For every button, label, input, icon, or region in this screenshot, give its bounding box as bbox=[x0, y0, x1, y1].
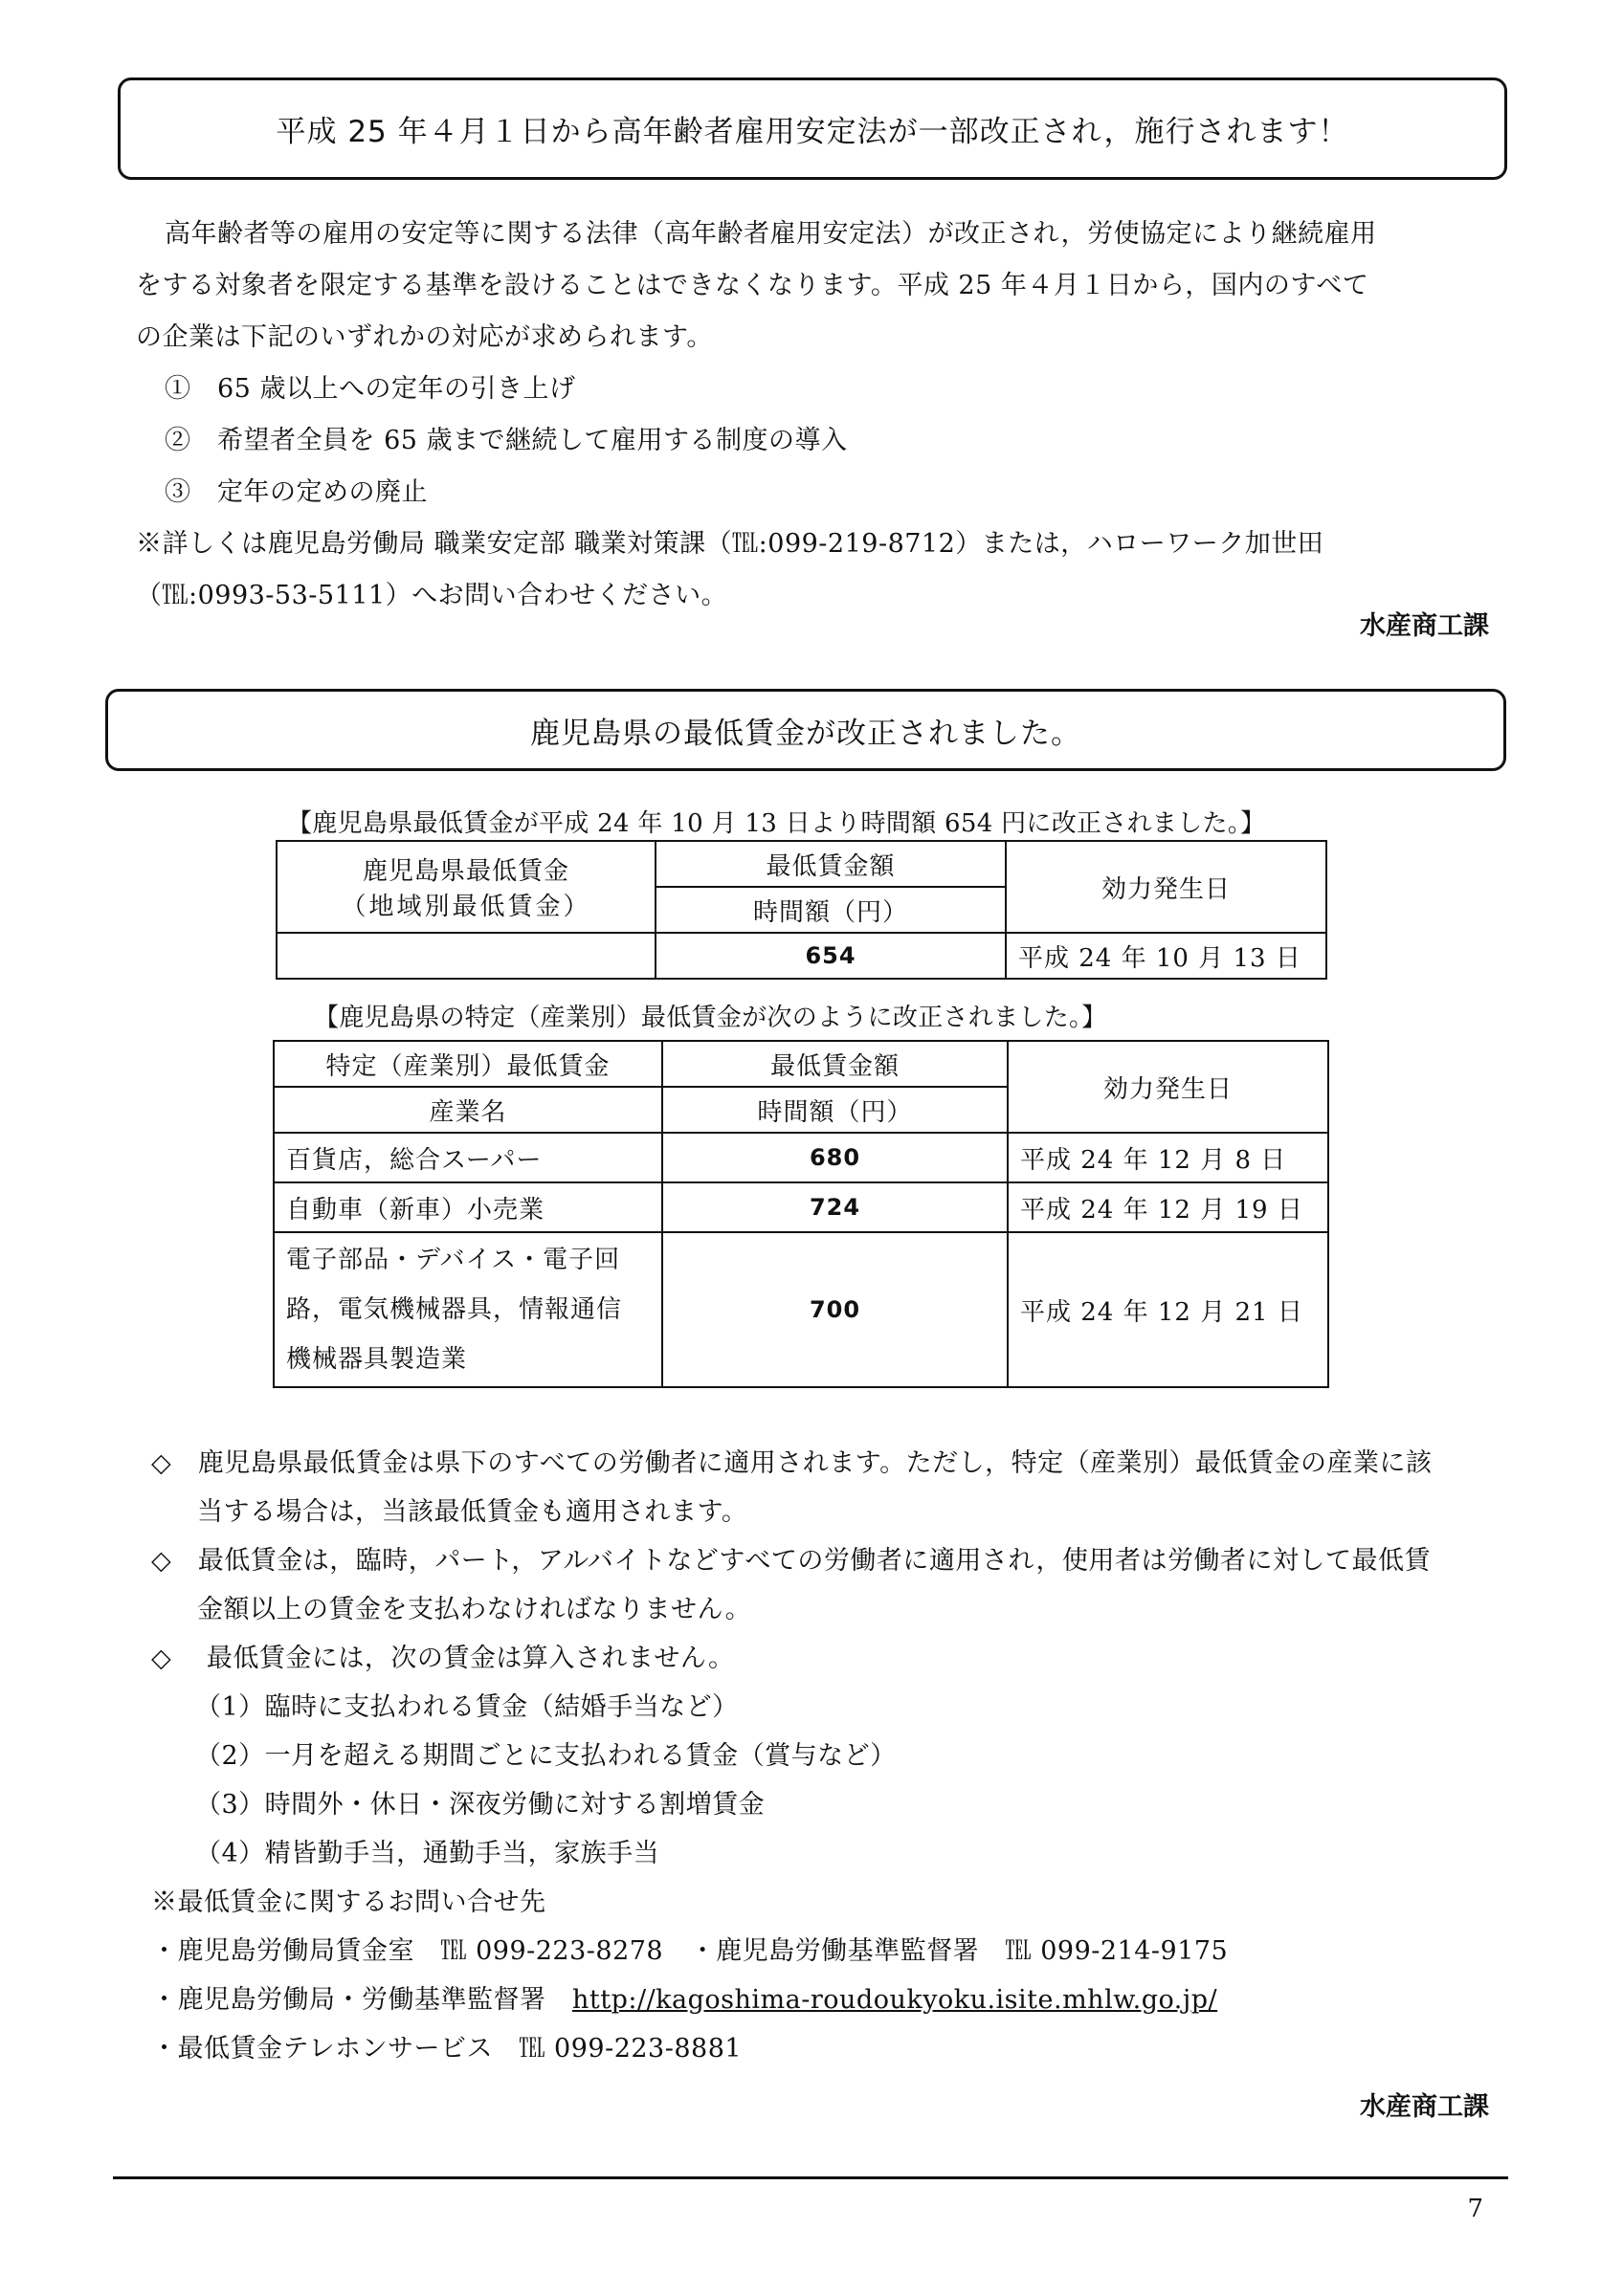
inquiry-website-link[interactable]: http://kagoshima-roudoukyoku.isite.mhlw.go.jp/ bbox=[572, 1985, 1218, 2015]
section1-option-3: ③ 定年の定めの廃止 bbox=[165, 477, 428, 507]
table2-row2-value: 724 bbox=[662, 1182, 1008, 1232]
inquiry-labor-standards-office: ・鹿児島労働基準監督署 ℡ 099-214-9175 bbox=[689, 1936, 1229, 1966]
table2-row2-industry: 自動車（新車）小売業 bbox=[274, 1182, 662, 1232]
table2-amount-header: 最低賃金額 bbox=[662, 1041, 1008, 1087]
table2-col1-header-top: 特定（産業別）最低賃金 bbox=[274, 1041, 662, 1087]
table-row bbox=[274, 1232, 1328, 1387]
footer-divider bbox=[113, 2176, 1508, 2179]
industry-minimum-wage-table bbox=[273, 1040, 1329, 1388]
exclusion-2: （2）一月を超える期間ごとに支払われる賃金（賞与など） bbox=[195, 1741, 897, 1771]
table2-col1-header-bottom: 産業名 bbox=[274, 1087, 662, 1133]
table1-empty-cell bbox=[277, 933, 656, 979]
note-1: ◇ 鹿児島県最低賃金は県下のすべての労働者に適用されます。ただし，特定（産業別）最低賃金の産業に該当する場合は，当該最低賃金も適用されます。 bbox=[151, 1448, 1433, 1527]
inquiry-line3: ・最低賃金テレホンサービス ℡ 099-223-8881 bbox=[151, 2034, 743, 2064]
section1-contact-line1: ※詳しくは鹿児島労働局 職業安定部 職業対策課（℡:099-219-8712）または，ハローワーク加世田 bbox=[136, 529, 1324, 559]
section1-body bbox=[136, 209, 1495, 622]
section1-option-2: ② 希望者全員を 65 歳まで継続して雇用する制度の導入 bbox=[165, 426, 848, 455]
table2-unit-header: 時間額（円） bbox=[662, 1087, 1008, 1133]
regional-minimum-wage-table bbox=[276, 840, 1327, 980]
section1-title: 平成 25 年４月１日から高年齢者雇用安定法が一部改正され，施行されます！ bbox=[276, 115, 1349, 149]
inquiry-website-label: ・鹿児島労働局・労働基準監督署 bbox=[151, 1985, 572, 2015]
table1-amount-header: 最低賃金額 bbox=[656, 841, 1006, 887]
inquiry-line1 bbox=[151, 1927, 1434, 1976]
table2-row3-industry bbox=[274, 1232, 662, 1387]
section1-intro-line2: をする対象者を限定する基準を設けることはできなくなります。平成 25 年４月１日から，国内のすべて bbox=[136, 271, 1369, 300]
table2-row3-date: 平成 24 年 12 月 21 日 bbox=[1008, 1232, 1328, 1387]
inquiry-heading: ※最低賃金に関するお問い合せ先 bbox=[151, 1888, 546, 1917]
table1-unit-header: 時間額（円） bbox=[656, 887, 1006, 933]
table2-row1-date: 平成 24 年 12 月 8 日 bbox=[1008, 1133, 1328, 1182]
table2-row3-value: 700 bbox=[662, 1232, 1008, 1387]
table-row bbox=[274, 1182, 1328, 1232]
table2-row2-date: 平成 24 年 12 月 19 日 bbox=[1008, 1182, 1328, 1232]
section2-department: 水産商工課 bbox=[1360, 2092, 1489, 2122]
note-2: ◇ 最低賃金は，臨時，パート，アルバイトなどすべての労働者に適用され，使用者は労働者に対して最低賃金額以上の賃金を支払わなければなりません。 bbox=[151, 1546, 1431, 1624]
table1-date: 平成 24 年 10 月 13 日 bbox=[1006, 933, 1326, 979]
table1-name-line1: 鹿児島県最低賃金 bbox=[362, 857, 569, 886]
table2-date-header: 効力発生日 bbox=[1008, 1041, 1328, 1133]
section2-title: 鹿児島県の最低賃金が改正されました。 bbox=[530, 716, 1081, 751]
table1-name-line2: （地域別最低賃金） bbox=[341, 893, 591, 921]
section1-title-box bbox=[118, 77, 1507, 180]
exclusion-3: （3）時間外・休日・深夜労働に対する割増賃金 bbox=[195, 1790, 766, 1820]
inquiry-line2 bbox=[151, 1976, 1434, 2024]
table2-row3-industry-line3: 機械器具製造業 bbox=[286, 1345, 468, 1374]
table2-row1-industry: 百貨店，総合スーパー bbox=[274, 1133, 662, 1182]
page-number: 7 bbox=[1467, 2195, 1483, 2223]
exclusion-1: （1）臨時に支払われる賃金（結婚手当など） bbox=[195, 1692, 739, 1722]
table2-row1-value: 680 bbox=[662, 1133, 1008, 1182]
minimum-wage-notes bbox=[151, 1439, 1434, 2073]
table1-name-cell bbox=[277, 841, 656, 933]
section1-department: 水産商工課 bbox=[1360, 611, 1489, 641]
note-3: ◇ 最低賃金には，次の賃金は算入されません。 bbox=[151, 1644, 735, 1673]
section1-option-1: ① 65 歳以上への定年の引き上げ bbox=[165, 374, 576, 404]
table-row bbox=[274, 1133, 1328, 1182]
section2-title-box bbox=[105, 689, 1506, 771]
table2-row3-industry-line1: 電子部品・デバイス・電子回 bbox=[286, 1246, 621, 1274]
table1-date-header: 効力発生日 bbox=[1006, 841, 1326, 933]
table2-row3-industry-line2: 路，電気機械器具，情報通信 bbox=[286, 1295, 623, 1324]
table1-caption: 【鹿児島県最低賃金が平成 24 年 10 月 13 日より時間額 654 円に改正されました。】 bbox=[287, 809, 1266, 838]
table2-caption: 【鹿児島県の特定（産業別）最低賃金が次のように改正されました。】 bbox=[314, 1004, 1107, 1032]
inquiry-wage-office: ・鹿児島労働局賃金室 ℡ 099-223-8278 bbox=[151, 1936, 690, 1966]
table1-value: 654 bbox=[656, 933, 1006, 979]
section1-intro-line3: の企業は下記のいずれかの対応が求められます。 bbox=[136, 322, 713, 352]
exclusion-4: （4）精皆勤手当，通勤手当，家族手当 bbox=[195, 1839, 660, 1868]
section1-contact-line2: （℡:0993-53-5111）へお問い合わせください。 bbox=[136, 581, 728, 610]
section1-intro-line1: 高年齢者等の雇用の安定等に関する法律（高年齢者雇用安定法）が改正され，労使協定により継続雇用 bbox=[165, 219, 1377, 249]
